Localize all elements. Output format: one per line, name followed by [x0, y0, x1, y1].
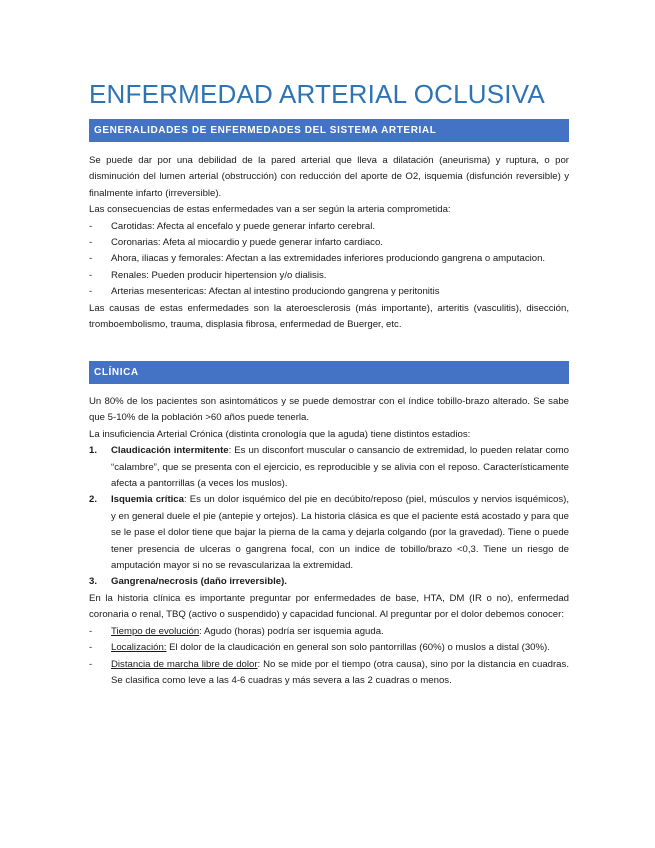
list-item [89, 235, 569, 251]
section-heading-clinica: CLÍNICA [89, 361, 569, 384]
stage-term: Claudicación intermitente [111, 445, 229, 457]
list-item [89, 251, 569, 267]
pain-text: El dolor de la claudicación en general son solo pantorrillas (60%) o muslos a distal (30%). [166, 642, 550, 654]
paragraph-clinica-intro: Un 80% de los pacientes son asintomáticos y se puede demostrar con el índice tobillo-brazo alterado. Se sabe que 5-10% de la población >60 años puede tenerla. [89, 396, 569, 424]
list-number: 2. [89, 494, 98, 506]
list-bullet: - [89, 220, 93, 232]
stages-list [89, 443, 569, 591]
list-item [89, 284, 569, 300]
list-item [89, 574, 569, 590]
list-bullet: - [89, 625, 93, 637]
section-heading-generalidades: GENERALIDADES DE ENFERMEDADES DEL SISTEMA ARTERIAL [89, 119, 569, 142]
list-bullet: - [89, 642, 93, 654]
document-title: ENFERMEDAD ARTERIAL OCLUSIVA [89, 79, 545, 109]
list-item-text: Renales: Pueden producir hipertension y/o dialisis. [111, 269, 327, 281]
list-item [89, 268, 569, 284]
pain-text: : No se mide por el tiempo (otra causa), sino por la distancia en cuadras. Se clasifica como leve a las 4-6 cuadras y más severa a las 2 cuadras o menos. [111, 658, 569, 686]
stage-term: Isquemia crítica [111, 494, 184, 506]
list-item [89, 624, 569, 640]
list-item [89, 640, 569, 656]
list-number: 1. [89, 445, 98, 457]
pain-text: : Agudo (horas) podría ser isquemia aguda. [199, 625, 384, 637]
paragraph-history: En la historia clínica es importante preguntar por enfermedades de base, HTA, DM (IR o no), enfermedad coronaria o renal, TBQ (activo o suspendido) y capacidad funcional. Al preguntar por el dolor debemos conocer: [89, 592, 569, 621]
pain-term: Tiempo de evolución [111, 625, 200, 637]
list-item-text: Ahora, iliacas y femorales: Afectan a las extremidades inferiores produciondo gangrena o amputacion. [111, 253, 546, 265]
list-item [89, 492, 569, 574]
consequences-list [89, 219, 569, 301]
list-item [89, 219, 569, 235]
list-item [89, 443, 569, 492]
section-body-clinica [89, 394, 569, 689]
list-item-text: Coronarias: Afeta al miocardio y puede generar infarto cardiaco. [111, 237, 383, 249]
pain-term: Localización: [111, 642, 167, 654]
pain-term: Distancia de marcha libre de dolor [111, 658, 258, 670]
paragraph-stages-intro: La insuficiencia Arterial Crónica (distinta cronología que la aguda) tiene distintos estadios: [89, 428, 471, 440]
list-item-text: Carotidas: Afecta al encefalo y puede generar infarto cerebral. [111, 220, 375, 232]
stage-text: : Es un disconfort muscular o cansancio de extremidad, lo pueden relatar como “calambre”, que se presenta con el ejercicio, es reproducible y se alivia con el reposo. Característicamente afecta a pantorrillas (a veces los muslos). [111, 445, 569, 490]
list-number: 3. [89, 576, 98, 588]
stage-term: Gangrena/necrosis (daño irreversible). [111, 576, 287, 588]
stage-text: : Es un dolor isquémico del pie en decúbito/reposo (piel, músculos y nervios isquémicos), y en general duele el pie (antepie y ortejos). La historia clásica es que el paciente está acostado y para que se le pase el dolor tiene que bajar la pierna de la cama y dejarla colgando (por la gravedad). Tiene o puede tener presencia de ulceras o gangrena focal, con un indice de tobillo/brazo <0,3. Tiene un riesgo de amputación mayor si no se revascularizaa la extremidad. [111, 494, 570, 572]
section-body-generalidades [89, 153, 569, 333]
list-bullet: - [89, 286, 93, 298]
list-item-text: Arterias mesentericas: Afectan al intestino produciondo gangrena y peritonitis [111, 286, 440, 298]
list-bullet: - [89, 237, 93, 249]
pain-list [89, 624, 569, 690]
list-bullet: - [89, 269, 93, 281]
list-bullet: - [89, 253, 93, 265]
paragraph-causes: Las causas de estas enfermedades son la ateroesclerosis (más importante), arteritis (vasculitis), disección, tromboembolismo, trauma, displasia fibrosa, enfermedad de Buerger, etc. [89, 302, 569, 331]
list-item [89, 657, 569, 690]
paragraph-intro: Se puede dar por una debilidad de la pared arterial que lleva a dilatación (aneurisma) y ruptura, o por disminución del lumen arterial (obstrucción) con reducción del aporte de O2, isquemia (disfunción reversible) y finalmente infarto (irreversible). [89, 155, 569, 199]
paragraph-consequences: Las consecuencias de estas enfermedades van a ser según la arteria comprometida: [89, 204, 451, 216]
list-bullet: - [89, 658, 93, 670]
